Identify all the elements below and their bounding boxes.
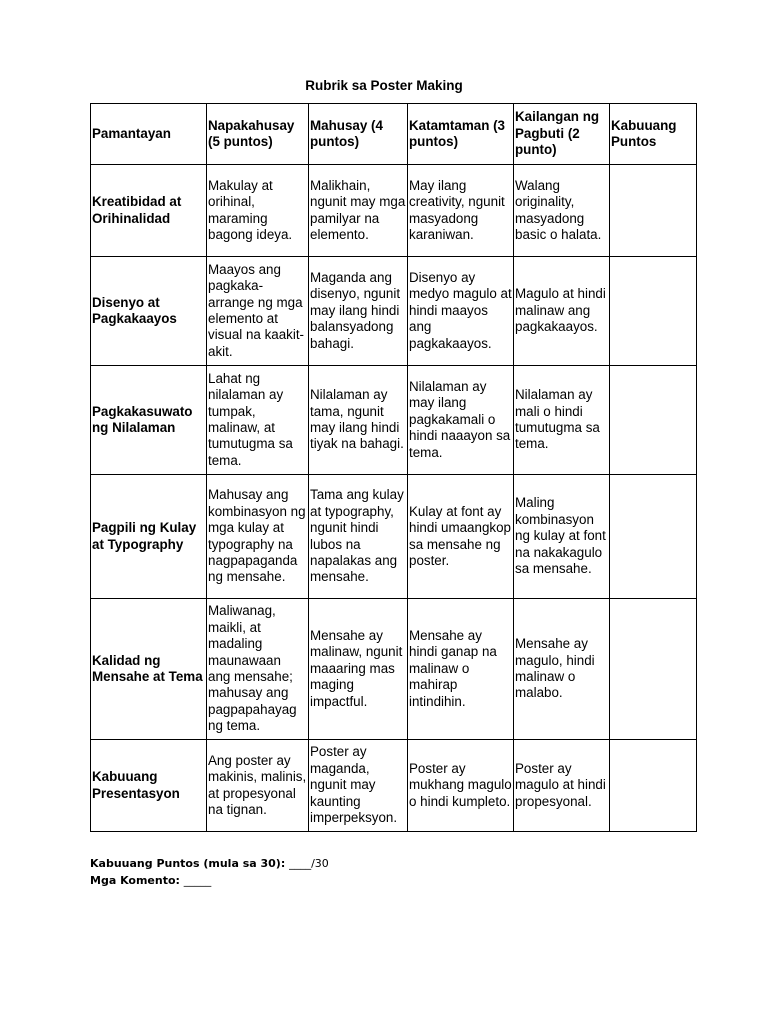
level-cell: Nilalaman ay mali o hindi tumutugma sa tema. (514, 366, 610, 475)
table-row (91, 366, 697, 475)
level-cell: Maliwanag, maikli, at madaling maunawaan ang mensahe; mahusay ang pagpapahayag ng tema. (207, 599, 309, 740)
level-cell: Ang poster ay makinis, malinis, at propesyonal na tignan. (207, 740, 309, 832)
level-cell: Magulo at hindi malinaw ang pagkakaayos. (514, 257, 610, 366)
level-cell: Tama ang kulay at typography, ngunit hindi lubos na napalakas ang mensahe. (309, 475, 408, 599)
header-katamtaman: Katamtaman (3 puntos) (408, 104, 514, 165)
table-row (91, 740, 697, 832)
criterion-cell: Kabuuang Presentasyon (91, 740, 207, 832)
level-cell: Poster ay maganda, ngunit may kaunting imperpeksyon. (309, 740, 408, 832)
level-cell: Mensahe ay magulo, hindi malinaw o malabo. (514, 599, 610, 740)
level-cell: Disenyo ay medyo magulo at hindi maayos ang pagkakaayos. (408, 257, 514, 366)
header-kabuuang-puntos: Kabuuang Puntos (610, 104, 697, 165)
table-row (91, 165, 697, 257)
level-cell: Mahusay ang kombinasyon ng mga kulay at typography na nagpapaganda ng mensahe. (207, 475, 309, 599)
header-mahusay: Mahusay (4 puntos) (309, 104, 408, 165)
score-cell[interactable] (610, 165, 697, 257)
level-cell: Makulay at orihinal, maraming bagong ideya. (207, 165, 309, 257)
comments-label: Mga Komento: (90, 874, 180, 887)
score-cell[interactable] (610, 257, 697, 366)
table-row (91, 475, 697, 599)
level-cell: May ilang creativity, ngunit masyadong karaniwan. (408, 165, 514, 257)
level-cell: Maayos ang pagkaka-arrange ng mga elemento at visual na kaakit-akit. (207, 257, 309, 366)
table-row (91, 257, 697, 366)
criterion-cell: Kreatibidad at Orihinalidad (91, 165, 207, 257)
table-row (91, 599, 697, 740)
criterion-cell: Pagpili ng Kulay at Typography (91, 475, 207, 599)
level-cell: Malikhain, ngunit may mga pamilyar na elemento. (309, 165, 408, 257)
score-cell[interactable] (610, 475, 697, 599)
score-cell[interactable] (610, 366, 697, 475)
level-cell: Maling kombinasyon ng kulay at font na nakakagulo sa mensahe. (514, 475, 610, 599)
criterion-cell: Pagkakasuwato ng Nilalaman (91, 366, 207, 475)
header-kailangan-ng-pagbuti: Kailangan ng Pagbuti (2 punto) (514, 104, 610, 165)
table-header-row (91, 104, 697, 165)
level-cell: Poster ay magulo at hindi propesyonal. (514, 740, 610, 832)
rubric-table (90, 103, 697, 832)
score-cell[interactable] (610, 599, 697, 740)
total-score-blank[interactable]: ____/30 (289, 857, 329, 870)
level-cell: Lahat ng nilalaman ay tumpak, malinaw, at tumutugma sa tema. (207, 366, 309, 475)
level-cell: Maganda ang disenyo, ngunit may ilang hindi balansyadong bahagi. (309, 257, 408, 366)
level-cell: Mensahe ay hindi ganap na malinaw o mahirap intindihin. (408, 599, 514, 740)
total-score-label: Kabuuang Puntos (mula sa 30): (90, 857, 286, 870)
criterion-cell: Disenyo at Pagkakaayos (91, 257, 207, 366)
criterion-cell: Kalidad ng Mensahe at Tema (91, 599, 207, 740)
page-title: Rubrik sa Poster Making (305, 78, 463, 93)
total-score-line (90, 856, 329, 872)
level-cell: Nilalaman ay tama, ngunit may ilang hindi tiyak na bahagi. (309, 366, 408, 475)
level-cell: Mensahe ay malinaw, ngunit maaaring mas maging impactful. (309, 599, 408, 740)
score-cell[interactable] (610, 740, 697, 832)
header-napakahusay: Napakahusay (5 puntos) (207, 104, 309, 165)
comments-blank[interactable]: _____ (183, 874, 212, 887)
level-cell: Walang originality, masyadong basic o halata. (514, 165, 610, 257)
comments-line (90, 873, 211, 889)
level-cell: Poster ay mukhang magulo o hindi kumpleto. (408, 740, 514, 832)
level-cell: Nilalaman ay may ilang pagkakamali o hindi naaayon sa tema. (408, 366, 514, 475)
header-pamantayan: Pamantayan (91, 104, 207, 165)
level-cell: Kulay at font ay hindi umaangkop sa mensahe ng poster. (408, 475, 514, 599)
